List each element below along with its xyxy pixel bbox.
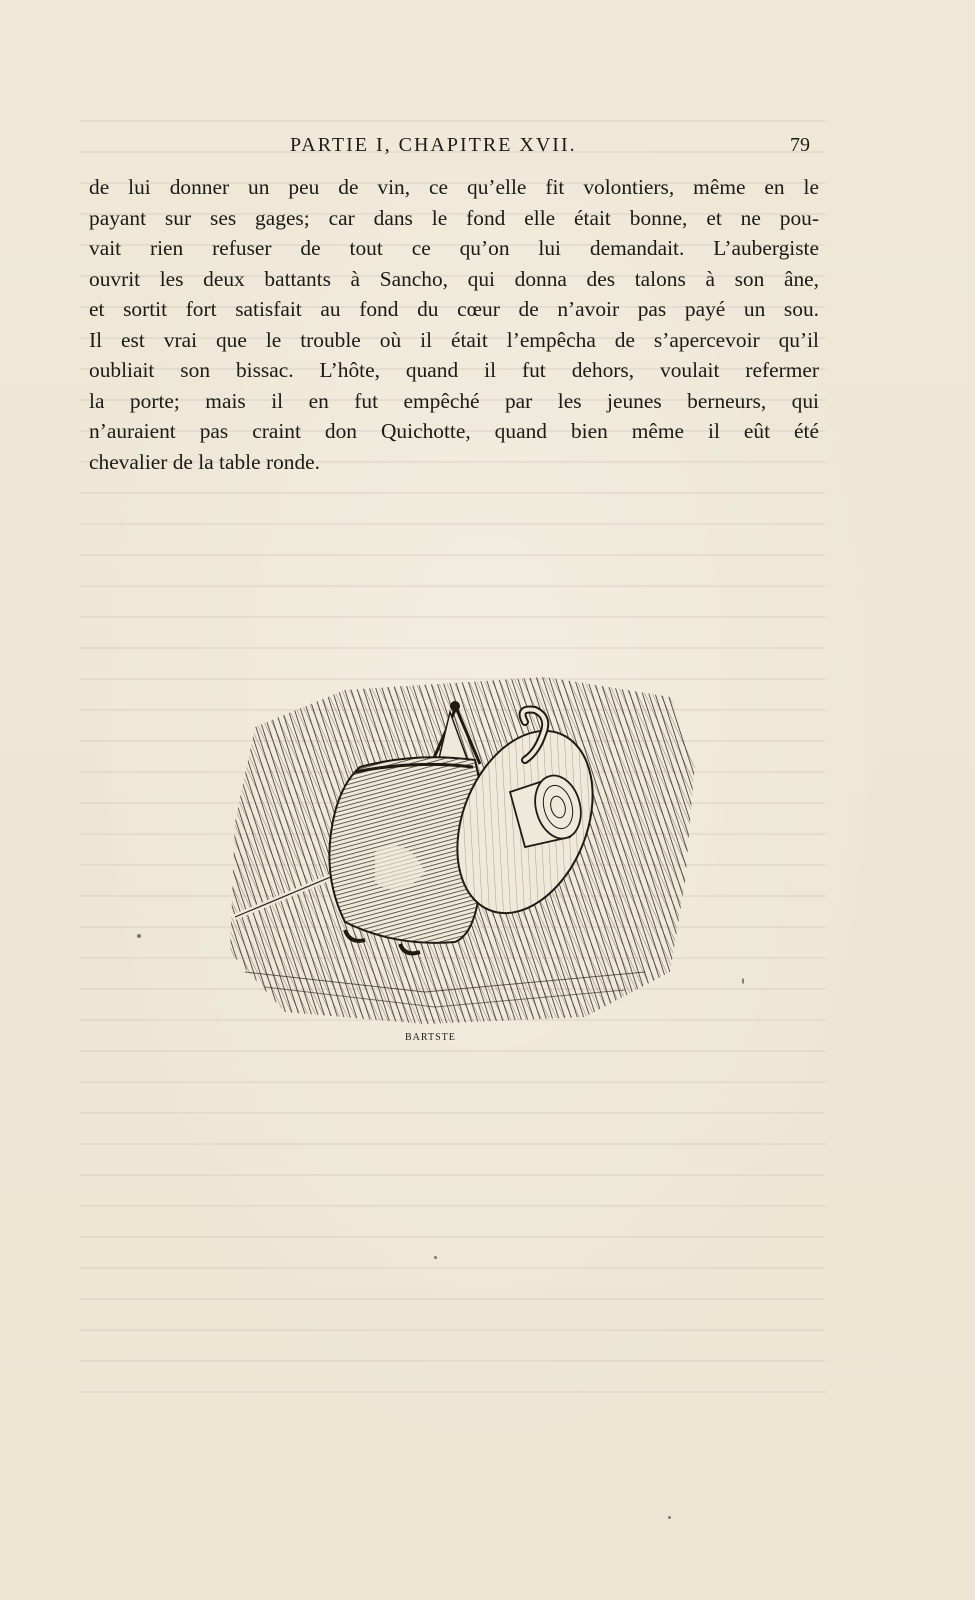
paper-speck (434, 1256, 437, 1259)
text-line: payant sur ses gages; car dans le fond elle était bonne, et ne pou- (89, 205, 819, 230)
paper-speck (668, 1516, 671, 1519)
text-line: oubliait son bissac. L’hôte, quand il fut dehors, voulait refermer (89, 358, 819, 382)
text-line: la porte; mais il en fut empêché par les jeunes berneurs, qui (89, 388, 819, 413)
body-text (89, 172, 819, 477)
text-line: chevalier de la table ronde. (89, 449, 321, 474)
page-number: 79 (790, 134, 810, 156)
text-line: vait rien refuser de tout ce qu’on lui demandait. L’aubergiste (89, 236, 819, 260)
text-line: et sortit fort satisfait au fond du cœur de n’avoir pas payé un sou. (89, 297, 819, 321)
engraving-illustration (225, 672, 705, 1042)
engraver-signature: BARTSTE (405, 1032, 456, 1043)
engraving-drawing (225, 672, 705, 1042)
text-line: ouvrit les deux battants à Sancho, qui donna des talons à son âne, (89, 266, 819, 291)
text-line: de lui donner un peu de vin, ce qu’elle fit volontiers, même en le (89, 175, 819, 199)
page-header (290, 134, 810, 162)
text-line: Il est vrai que le trouble où il était l’empêcha de s’apercevoir qu’il (89, 327, 819, 352)
paper-speck (742, 978, 744, 984)
running-head: PARTIE I, CHAPITRE XVII. (290, 134, 577, 156)
paper-speck (137, 934, 141, 938)
text-line: n’auraient pas craint don Quichotte, quand bien même il eût été (89, 419, 819, 443)
